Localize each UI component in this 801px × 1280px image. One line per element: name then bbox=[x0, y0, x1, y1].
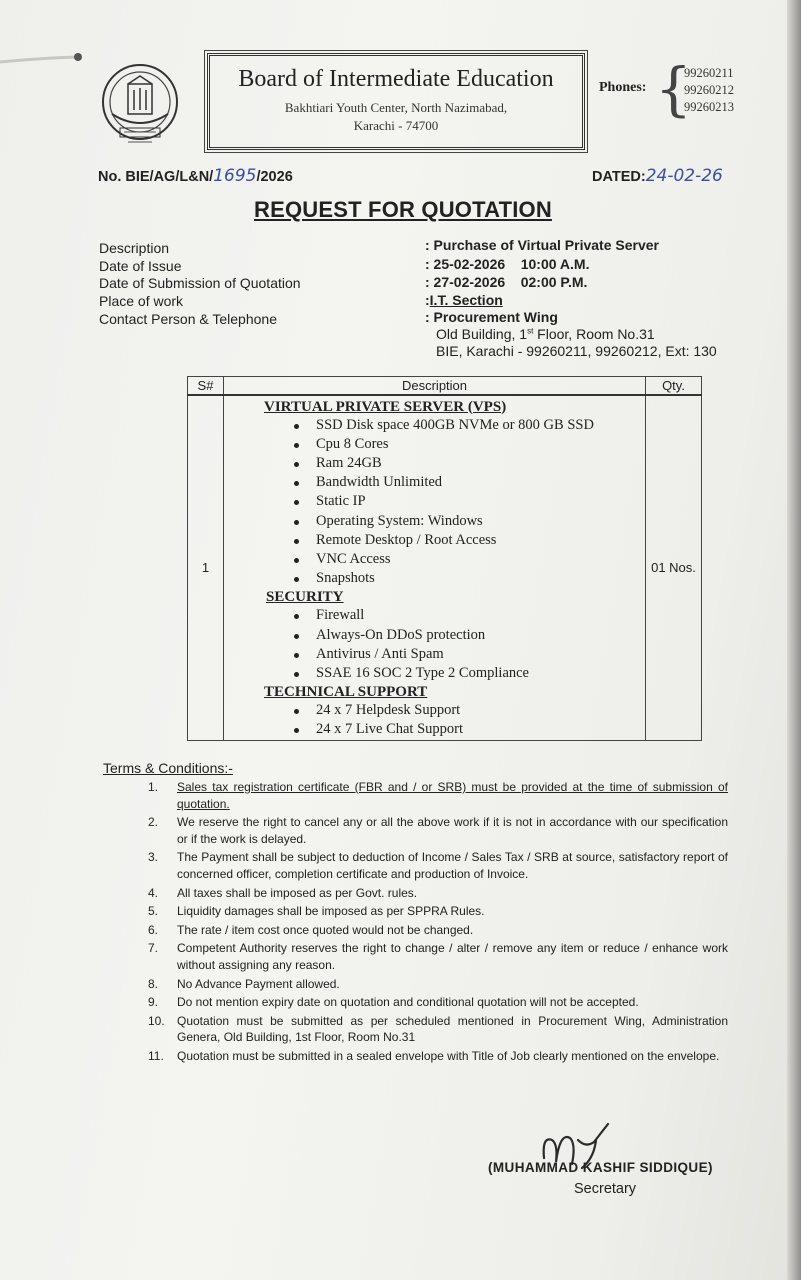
section-heading-technical-support: TECHNICAL SUPPORT bbox=[264, 684, 428, 701]
handwritten-reference-number: 1695 bbox=[213, 166, 257, 186]
contact-address-line-2: BIE, Karachi - 99260211, 99260212, Ext: 130 bbox=[436, 343, 717, 359]
place-of-work: I.T. Section bbox=[429, 292, 503, 308]
list-item: 6. The rate / item cost once quoted would not be changed. bbox=[148, 922, 474, 937]
list-item: SSD Disk space 400GB NVMe or 800 GB SSD bbox=[268, 416, 645, 435]
list-item: 4. All taxes shall be imposed as per Govt. rules. bbox=[148, 885, 418, 900]
list-item: 8. No Advance Payment allowed. bbox=[148, 976, 340, 991]
section-heading-security: SECURITY bbox=[266, 589, 344, 606]
specification-table bbox=[187, 376, 702, 741]
brace-icon: { bbox=[655, 55, 692, 123]
dated-label: DATED: bbox=[592, 169, 646, 185]
contact-address-line-1: Old Building, 1st Floor, Room No.31 bbox=[436, 326, 655, 342]
signatory-designation: Secretary bbox=[574, 1181, 637, 1197]
info-value: : 27-02-2026 02:00 P.M. bbox=[425, 274, 588, 290]
list-item: 10. Quotation must be submitted as per scheduled mentioned in Procurement Wing, Administration Genera, Old Building, 1st Floor, Room No.31 bbox=[148, 1013, 728, 1045]
row-serial: 1 bbox=[188, 395, 224, 741]
info-label: Place of work bbox=[99, 293, 184, 309]
phones-label: Phones: bbox=[599, 80, 647, 95]
terms-list bbox=[148, 779, 728, 1067]
page-edge-shadow bbox=[787, 0, 801, 1280]
info-value: : Procurement Wing bbox=[425, 309, 558, 325]
reference-prefix: No. BIE/AG/L&N/ bbox=[98, 169, 214, 185]
list-item: Ram 24GB bbox=[268, 454, 645, 473]
phone-number: 99260213 bbox=[684, 100, 734, 114]
address-line-2: Karachi - 74700 bbox=[353, 118, 439, 133]
phone-number: 99260211 bbox=[684, 66, 734, 80]
list-item: Static IP bbox=[268, 492, 645, 511]
info-label: Description bbox=[99, 240, 170, 256]
paper-pin-icon bbox=[0, 48, 86, 70]
page-title: REQUEST FOR QUOTATION bbox=[254, 197, 552, 222]
reference-suffix: /2026 bbox=[256, 169, 293, 185]
terms-heading: Terms & Conditions:- bbox=[103, 760, 233, 776]
list-item: 3. The Payment shall be subject to deduction of Income / Sales Tax / SRB at source, satisfactory report of concerned officer, completion certificate and production of Invoice. bbox=[148, 850, 728, 881]
signatory-name: (MUHAMMAD KASHIF SIDDIQUE) bbox=[488, 1160, 713, 1175]
table-header-description: Description bbox=[224, 377, 646, 395]
list-item: Always-On DDoS protection bbox=[268, 626, 645, 645]
info-label: Contact Person & Telephone bbox=[99, 311, 277, 327]
address-line-1: Bakhtiari Youth Center, North Nazimabad, bbox=[284, 100, 508, 115]
table-header-qty: Qty. bbox=[646, 377, 702, 395]
list-item: SSAE 16 SOC 2 Type 2 Compliance bbox=[268, 664, 645, 683]
row-quantity: 01 Nos. bbox=[646, 395, 702, 741]
list-item: Bandwidth Unlimited bbox=[268, 473, 645, 492]
list-item: 7. Competent Authority reserves the right to change / alter / remove any item or reduce / enhance work without assigning any reason. bbox=[148, 941, 728, 972]
list-item: Operating System: Windows bbox=[268, 512, 645, 531]
list-item: 24 x 7 Live Chat Support bbox=[268, 720, 645, 739]
list-item: VNC Access bbox=[268, 550, 645, 569]
list-item: Antivirus / Anti Spam bbox=[268, 645, 645, 664]
list-item: Firewall bbox=[268, 606, 645, 625]
info-value: : Purchase of Virtual Private Server bbox=[425, 237, 659, 253]
list-item: Remote Desktop / Root Access bbox=[268, 531, 645, 550]
info-label: Date of Submission of Quotation bbox=[99, 275, 301, 291]
list-item: 1. Sales tax registration certificate (FBR and / or SRB) must be provided at the time of submission of quotation. bbox=[148, 780, 728, 811]
letterhead-box bbox=[207, 53, 585, 150]
list-item: 2. We reserve the right to cancel any or all the above work if it is not in accordance with our specification or if the work is delayed. bbox=[148, 815, 728, 846]
handwritten-date: 24-02-26 bbox=[645, 166, 723, 186]
row-description bbox=[224, 395, 646, 741]
list-item: Snapshots bbox=[268, 569, 645, 588]
list-item: 9. Do not mention expiry date on quotation and conditional quotation will not be accepted. bbox=[148, 995, 639, 1010]
table-row bbox=[188, 395, 702, 741]
table-header-sn: S# bbox=[188, 377, 224, 395]
info-label: Date of Issue bbox=[99, 258, 182, 274]
list-item: 11. Quotation must be submitted in a sealed envelope with Title of Job clearly mentioned on the envelope. bbox=[148, 1048, 720, 1063]
list-item: 5. Liquidity damages shall be imposed as per SPPRA Rules. bbox=[148, 904, 485, 919]
phone-number: 99260212 bbox=[684, 83, 734, 97]
list-item: Cpu 8 Cores bbox=[268, 435, 645, 454]
info-value: : 25-02-2026 10:00 A.M. bbox=[425, 256, 590, 272]
dated-field bbox=[592, 166, 723, 186]
list-item: 24 x 7 Helpdesk Support bbox=[268, 701, 645, 720]
info-value: :I.T. Section bbox=[425, 292, 503, 308]
org-name: Board of Intermediate Education bbox=[238, 66, 554, 92]
section-heading-vps: VIRTUAL PRIVATE SERVER (VPS) bbox=[264, 398, 507, 415]
board-seal-icon bbox=[98, 62, 182, 148]
reference-number bbox=[98, 166, 293, 186]
